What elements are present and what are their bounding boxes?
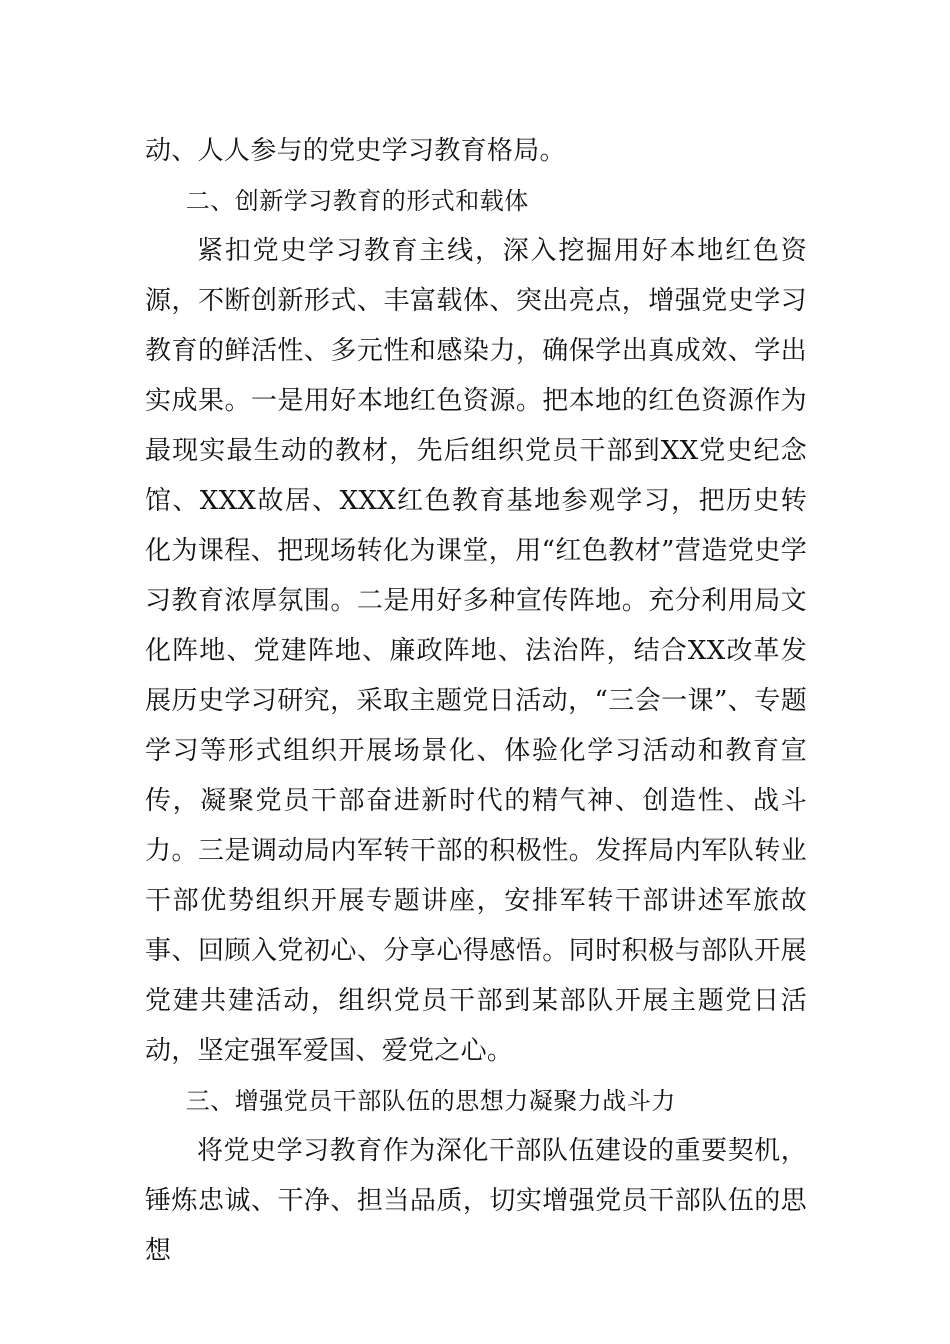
paragraph-continuation: 动、人人参与的党史学习教育格局。: [145, 136, 566, 166]
document-body: [145, 126, 807, 1276]
paragraph-section-3: 将党史学习教育作为深化干部队伍建设的重要契机，锤炼忠诚、干净、担当品质，切实增强党员干部队伍的思想: [145, 1136, 807, 1266]
section-heading-2: 二、创新学习教育的形式和载体: [185, 187, 529, 215]
paragraph-section-2: 紧扣党史学习教育主线，深入挖掘用好本地红色资源，不断创新形式、丰富载体、突出亮点，增强党史学习教育的鲜活性、多元性和感染力，确保学出真成效、学出实成果。一是用好本地红色资源。把本地的红色资源作为最现实最生动的教材，先后组织党员干部到XX党史纪念馆、XXX故居、XXX红色教育基地参观学习，把历史转化为课程、把现场转化为课堂，用“红色教材”营造党史学习教育浓厚氛围。二是用好多种宣传阵地。充分利用局文化阵地、党建阵地、廉政阵地、法治阵，结合XX改革发展历史学习研究，采取主题党日活动，“三会一课”、专题学习等形式组织开展场景化、体验化学习活动和教育宣传，凝聚党员干部奋进新时代的精气神、创造性、战斗力。三是调动局内军转干部的积极性。发挥局内军队转业干部优势组织开展专题讲座，安排军转干部讲述军旅故事、回顾入党初心、分享心得感悟。同时积极与部队开展党建共建活动，组织党员干部到某部队开展主题党日活动，坚定强军爱国、爱党之心。: [145, 236, 807, 1066]
section-heading-3: 三、增强党员干部队伍的思想力凝聚力战斗力: [185, 1087, 676, 1115]
